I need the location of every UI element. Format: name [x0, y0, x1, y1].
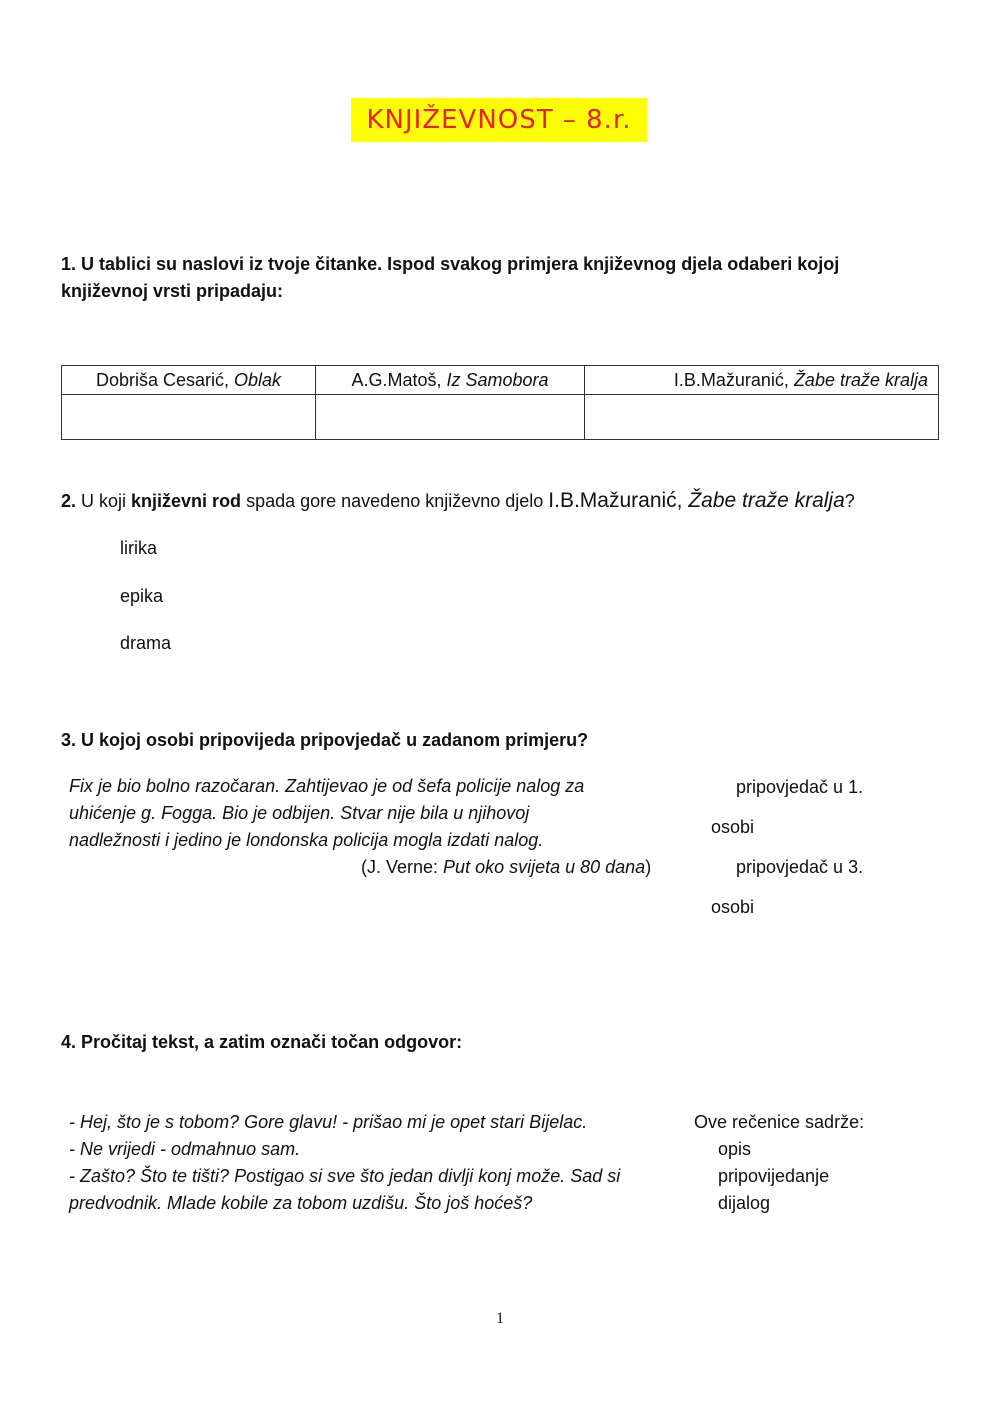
work-matos-title: Iz Samobora	[446, 369, 549, 390]
work-matos-author: A.G.Matoš,	[351, 369, 447, 390]
passage-line: - Ne vrijedi - odmahnuo sam.	[69, 1139, 301, 1159]
answer-cell-cesaric[interactable]	[62, 395, 316, 440]
question-2-text-b: spada gore navedeno književno djelo	[241, 491, 549, 511]
answer-cell-matos[interactable]	[316, 395, 585, 440]
question-1-line-1: 1. U tablici su naslovi iz tvoje čitanke. Ispod svakog primjera književnog djela odaberi kojoj	[61, 254, 840, 274]
passage-source-post: )	[645, 857, 652, 877]
option-dijalog[interactable]: dijalog	[718, 1193, 771, 1213]
option-third-person-line-2[interactable]: osobi	[711, 897, 755, 917]
option-third-person-line-1[interactable]: pripovjedač u 3.	[736, 857, 864, 877]
passage-line: Fix je bio bolno razočaran. Zahtijevao je od šefa policije nalog za	[69, 776, 585, 796]
work-mazuranic-author: I.B.Mažuranić,	[673, 369, 794, 390]
question-2-number: 2.	[61, 491, 77, 511]
option-opis[interactable]: opis	[718, 1139, 752, 1159]
question-4-passage	[69, 1109, 689, 1217]
question-3: 3. U kojoj osobi pripovijeda pripovjedač u zadanom primjeru?	[61, 730, 589, 750]
option-first-person-line-1[interactable]: pripovjedač u 1.	[736, 777, 864, 797]
question-2-end: ?	[844, 491, 855, 511]
option-drama[interactable]: drama	[120, 633, 172, 653]
page-title: KNJIŽEVNOST – 8.r.	[351, 98, 647, 142]
passage-line: nadležnosti i jedino je londonska policija mogla izdati nalog.	[69, 830, 544, 850]
answer-cell-mazuranic[interactable]	[585, 395, 939, 440]
page-number: 1	[496, 1310, 504, 1327]
question-2-work: Žabe traže kralja	[688, 489, 845, 512]
question-2	[61, 487, 961, 515]
passage-source-title: Put oko svijeta u 80 dana	[443, 857, 646, 877]
passage-line: predvodnik. Mlade kobile za tobom uzdišu. Što još hoćeš?	[69, 1193, 533, 1213]
work-mazuranic-cell	[585, 366, 939, 395]
question-4: 4. Pročitaj tekst, a zatim označi točan odgovor:	[61, 1032, 463, 1052]
works-table-answer-row	[62, 395, 939, 440]
work-cesaric-author: Dobriša Cesarić,	[95, 369, 234, 390]
question-4-prompt: Ove rečenice sadrže:	[694, 1112, 865, 1132]
question-1	[61, 251, 941, 305]
works-table-header-row	[62, 366, 939, 395]
work-matos-cell	[316, 366, 585, 395]
option-lirika[interactable]: lirika	[120, 538, 158, 558]
passage-source	[361, 854, 651, 881]
option-epika[interactable]: epika	[120, 586, 164, 606]
question-3-passage	[69, 773, 689, 854]
passage-line: uhićenje g. Fogga. Bio je odbijen. Stvar nije bila u njihovoj	[69, 803, 530, 823]
option-first-person-line-2[interactable]: osobi	[711, 817, 755, 837]
works-table	[61, 365, 939, 440]
work-cesaric-cell	[62, 366, 316, 395]
question-1-line-2: književnoj vrsti pripadaju:	[61, 281, 284, 301]
question-2-author: I.B.Mažuranić,	[548, 489, 689, 512]
passage-line: - Hej, što je s tobom? Gore glavu! - prišao mi je opet stari Bijelac.	[69, 1112, 588, 1132]
work-mazuranic-title: Žabe traže kralja	[793, 369, 928, 390]
work-cesaric-title: Oblak	[234, 369, 282, 390]
passage-source-pre: (J. Verne:	[361, 857, 444, 877]
question-2-bold: književni rod	[131, 491, 242, 511]
option-pripovijedanje[interactable]: pripovijedanje	[718, 1166, 830, 1186]
question-2-text-a: U koji	[76, 491, 132, 511]
passage-line: - Zašto? Što te tišti? Postigao si sve što jedan divlji konj može. Sad si	[69, 1166, 621, 1186]
